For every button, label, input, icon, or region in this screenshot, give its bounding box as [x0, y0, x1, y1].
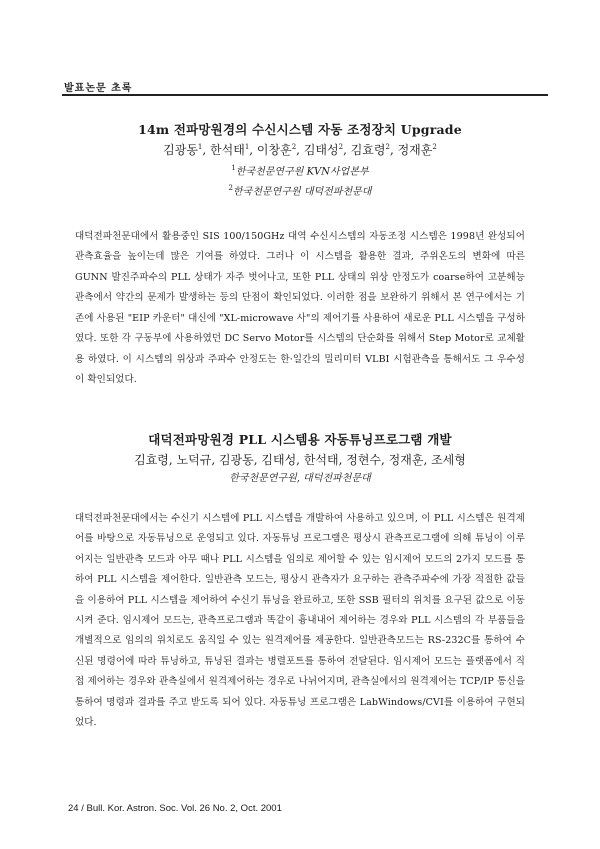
section-header: 발표논문 초록 [64, 83, 133, 94]
author-list: 김광동$^1$, 한석태$^1$, 이창훈$^2$, 김태성$^2$, 김효령$^2$, 정재훈$^2$ [163, 143, 437, 157]
affiliation: $^2$한국천문연구원 대덕전파천문대 [228, 184, 372, 198]
author-list: 김효령, 노덕규, 김광동, 김태성, 한석태, 정현수, 정재훈, 조세형 [134, 453, 466, 467]
affiliation: 한국천문연구원, 대덕전파천문대 [229, 473, 371, 484]
page-footer: 24 / Bull. Kor. Astron. Soc. Vol. 26 No. 2, Oct. 2001 [68, 803, 282, 814]
abstract-title: 대덕전파망원경 PLL 시스템용 자동튜닝프로그램 개발 [148, 432, 452, 447]
abstract-body: 대덕전파천문대에서는 수신기 시스템에 PLL 시스템을 개발하여 사용하고 있으며, 이 PLL 시스템은 원격제어를 바탕으로 자동튜닝으로 운영되고 있다. 자동튜닝 프로그램은 평상시 관측프로그램에 의해 튜닝이 이루어지는 일반관측 모드과 아무 때나 PLL 시스템을 임의로 제어할 수 있는 임시제어 모드의 2가지 모드를 통하여 PLL 시스템을 제어한다. 일반관측 모드는, 평상시 관측자가 요구하는 관측주파수에 가장 적절한 값들을 이용하여 PLL 시스템을 제어하여 수신기 튜닝을 완료하고, 또한 SSB 필터의 위치를 요구된 값으로 이동시켜 준다. 임시제어 모드는, 관측프로그램과 똑같이 흉내내어 제어하는 경우와 PLL 시스템의 각 부품들을 개별적으로 임의의 위치로도 움직일 수 있는 원격제어를 제공한다. 일반관측모드는 RS-232C를 통하여 수신된 명령어에 따라 튜닝하고, 튜닝된 결과는 병렬포트를 통하여 전달된다. 임시제어 모드는 플랫폼에서 직접 제어하는 경우와 관측실에서 원격제어하는 경우로 나뉘어지며, 관측실에서의 원격제어는 TCP/IP 통신을 통하여 명령과 결과를 주고 받도록 되어 있다. 자동튜닝 프로그램은 LabWindows/CVI를 이용하여 구현되었다. [75, 513, 525, 729]
abstract-title: 14m 전파망원경의 수신시스템 자동 조정장치 Upgrade [138, 122, 462, 137]
header-rule [62, 94, 548, 96]
abstract-2 [75, 430, 525, 733]
affiliation: $^1$한국천문연구원 KVN사업본부 [231, 164, 369, 178]
abstract-body: 대덕전파천문대에서 활용중인 SIS 100/150GHz 대역 수신시스템의 자동조정 시스템은 1998년 완성되어 관측효율을 높이는데 많은 기여를 하였다. 그러나 이 시스템을 활용한 결과, 주위온도의 변화에 따른 GUNN 발진주파수의 PLL 상태가 자주 벗어나고, 또한 PLL 상태의 위상 안정도가 coarse하여 고분해능 관측에서 약간의 문제가 발생하는 등의 단점이 확인되었다. 이러한 점을 보완하기 위해서 본 연구에서는 기존에 사용된 "EIP 카운터" 대신에 "XL-microwave 사"의 제어기를 사용하여 새로운 PLL 시스템을 구성하였다. 또한 각 구동부에 사용하였던 DC Servo Motor를 시스템의 단순화를 위해서 Step Motor로 교체활용 하였다. 이 시스템의 위상과 주파수 안정도는 한·일간의 밀리미터 VLBI 시험관측을 통해서도 그 우수성이 확인되었다. [75, 230, 525, 386]
abstract-1 [75, 120, 525, 391]
